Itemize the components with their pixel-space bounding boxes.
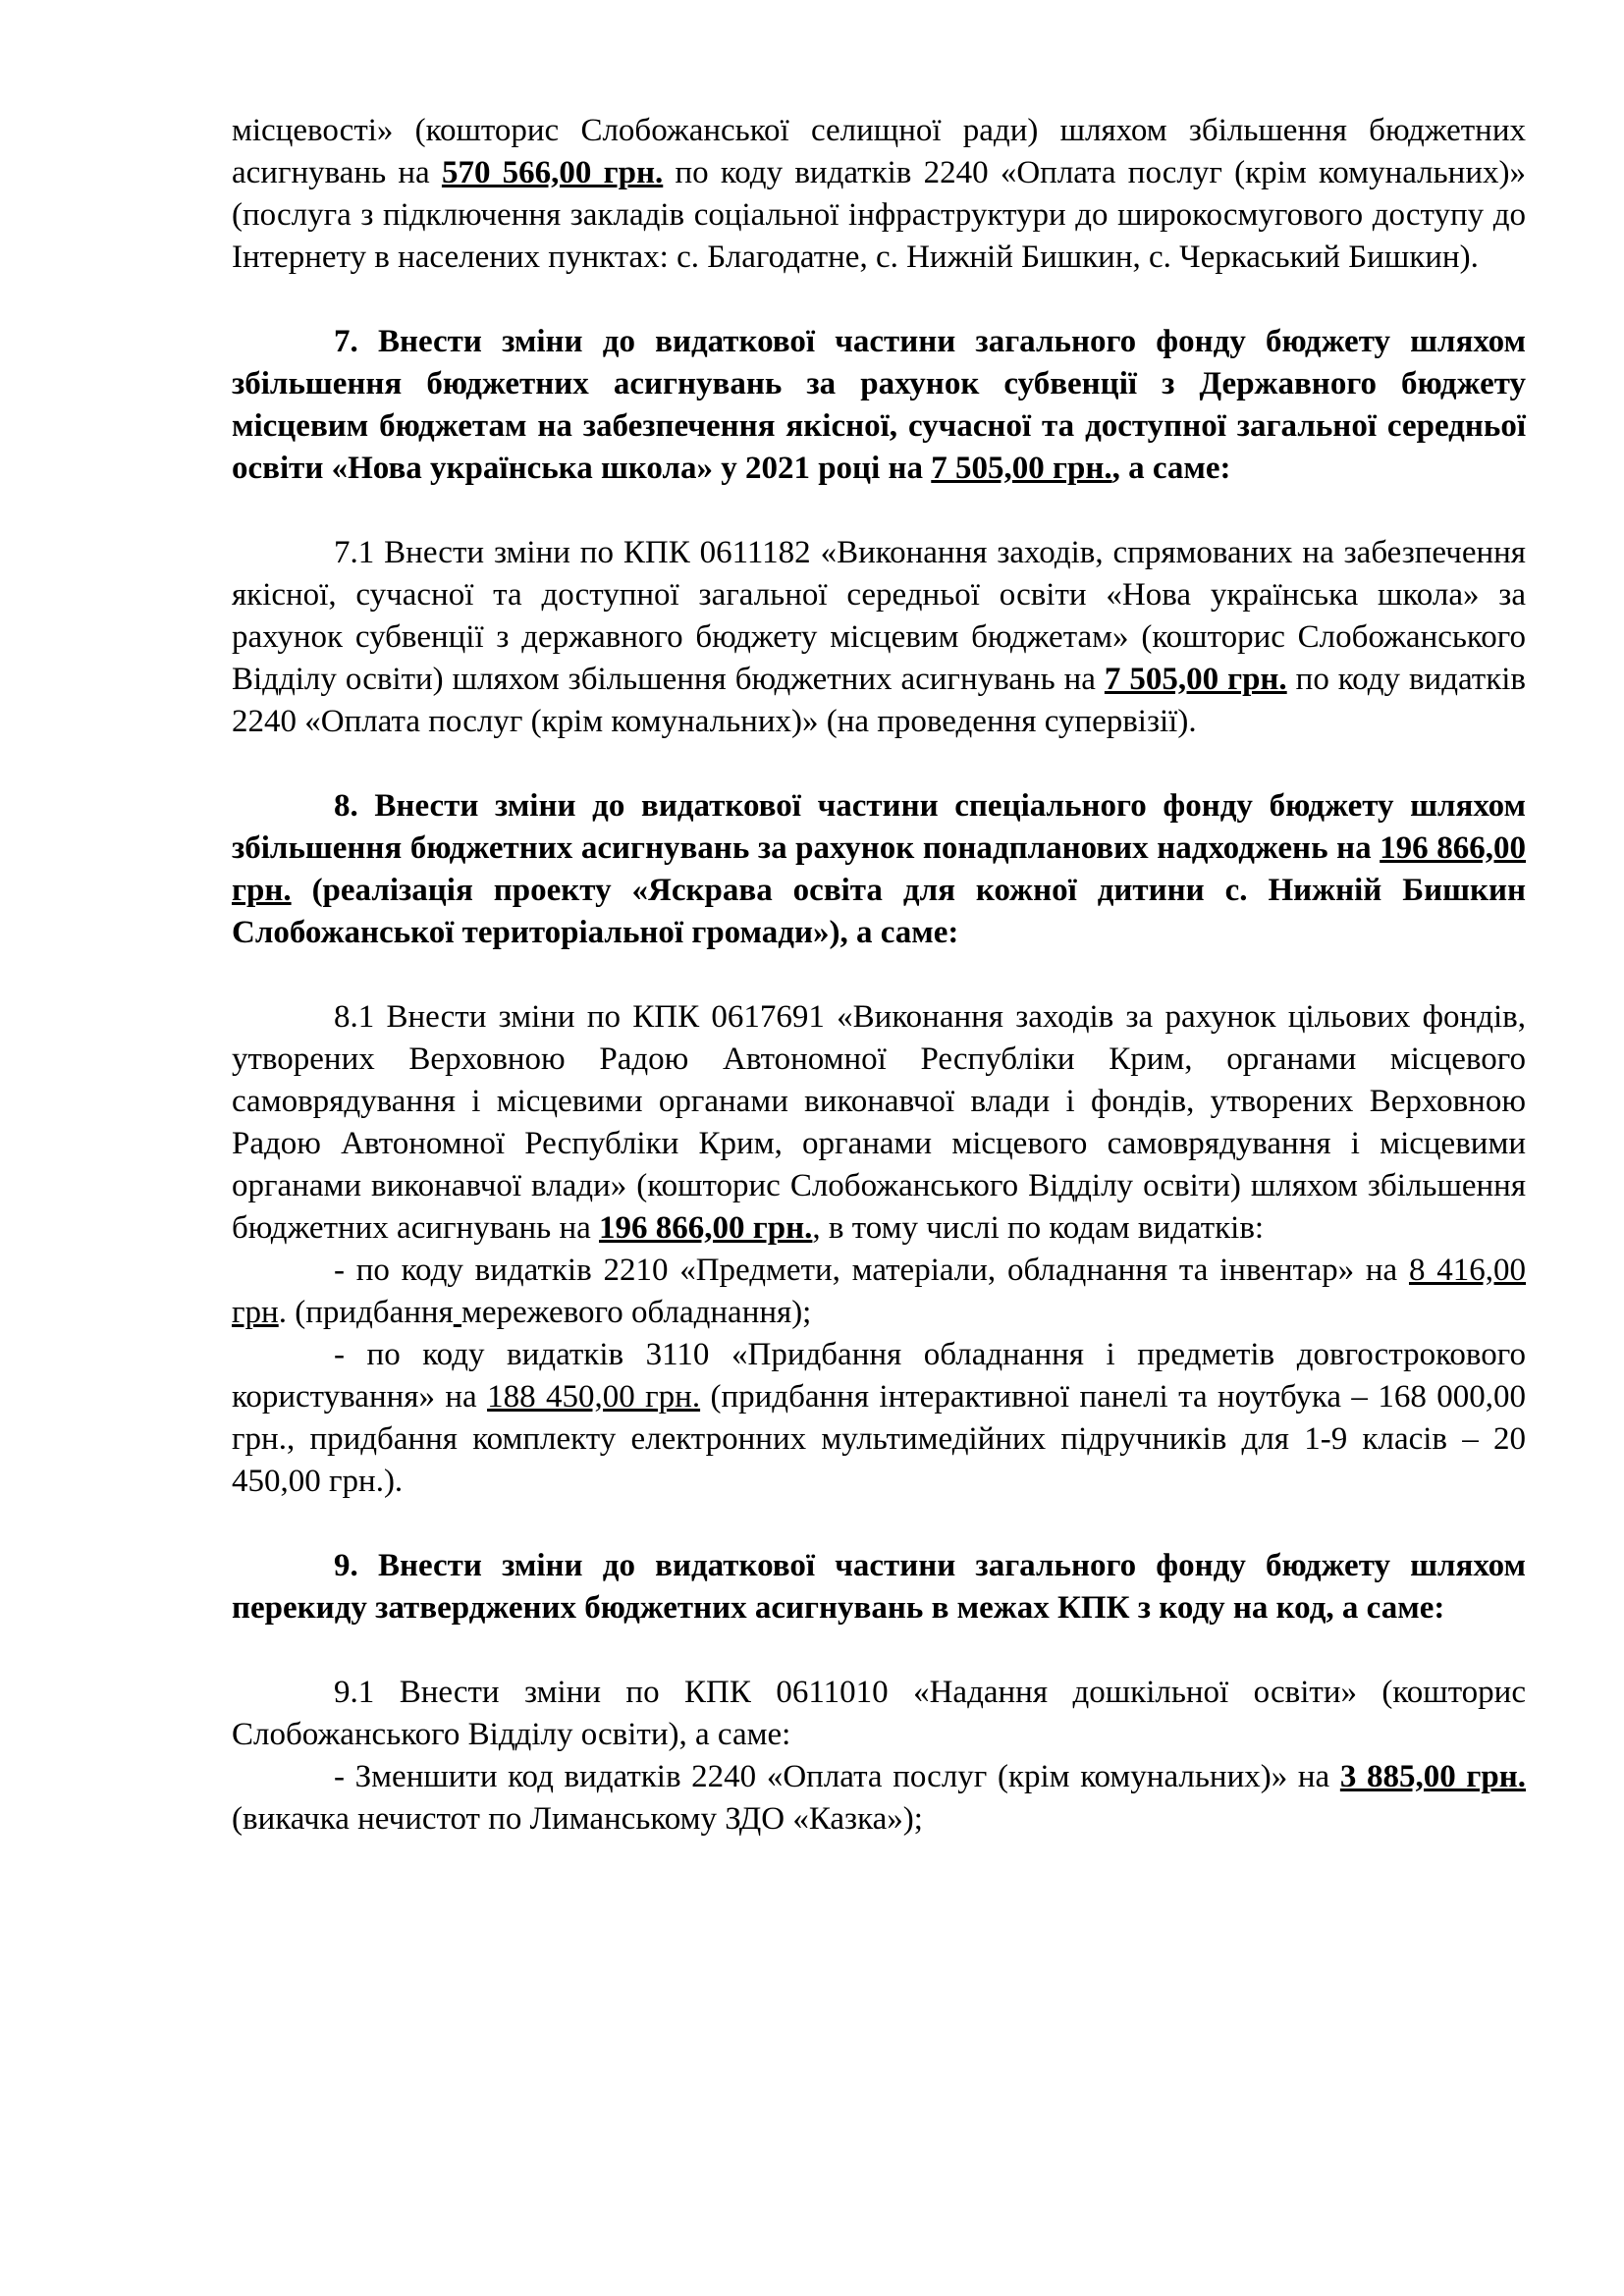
amount: 196 866,00 грн.	[232, 830, 1526, 908]
paragraph-continuation: місцевості» (кошторис Слобожанської селищної ради) шляхом збільшення бюджетних асигнувань на 570 566,00 грн. по коду видатків 2240 «Оплата послуг (крім комунальних)» (послуга з підключення закладів соціальної інфраструктури до широкосмугового доступу до Інтернету в населених пунктах: с. Благодатне, с. Нижній Бишкин, с. Черкаський Бишкин).	[232, 113, 1526, 275]
document-page	[232, 110, 1526, 1841]
amount: 570 566,00 грн.	[441, 155, 664, 190]
section-9-1-paragraph: 9.1 Внести зміни по КПК 0611010 «Надання дошкільної освіти» (кошторис Слобожанського Відділу освіти), а саме:	[232, 1675, 1526, 1752]
amount: 8 416,00 грн	[232, 1253, 1527, 1330]
list-item: - Зменшити код видатків 2240 «Оплата послуг (крім комунальних)» на 3 885,00 грн. (викачка нечистот по Лиманському ЗДО «Казка»);	[232, 1759, 1526, 1837]
list-item: - по коду видатків 2210 «Предмети, матеріали, обладнання та інвентар» на 8 416,00 грн. (придбання мережевого обладнання);	[232, 1253, 1527, 1330]
amount: 188 450,00 грн.	[487, 1379, 701, 1415]
section-7-1-paragraph: 7.1 Внести зміни по КПК 0611182 «Виконання заходів, спрямованих на забезпечення якісної, сучасної та доступної загальної середньої освіти «Нова українська школа» за рахунок субвенції з державного бюджету місцевим бюджетам» (кошторис Слобожанського Відділу освіти) шляхом збільшення бюджетних асигнувань на 7 505,00 грн. по коду видатків 2240 «Оплата послуг (крім комунальних)» (на проведення супервізії).	[232, 535, 1526, 739]
section-8-1-paragraph: 8.1 Внести зміни по КПК 0617691 «Виконання заходів за рахунок цільових фондів, утворених Верховною Радою Автономної Республіки Крим, органами місцевого самоврядування і місцевими органами виконавчої влади і фондів, утворених Верховною Радою Автономної Республіки Крим, органами місцевого самоврядування і місцевими органами виконавчої влади» (кошторис Слобожанського Відділу освіти) шляхом збільшення бюджетних асигнувань на 196 866,00 грн., в тому числі по кодам видатків:	[232, 999, 1526, 1246]
amount: 7 505,00 грн.	[1104, 662, 1287, 697]
section-9-heading: 9. Внести зміни до видаткової частини загального фонду бюджету шляхом перекиду затверджених бюджетних асигнувань в межах КПК з коду на код, а саме:	[232, 1548, 1526, 1626]
amount: 196 866,00 грн.	[599, 1210, 813, 1246]
section-8-heading: 8. Внести зміни до видаткової частини спеціального фонду бюджету шляхом збільшення бюджетних асигнувань за рахунок понадпланових надходжень на 196 866,00 грн. (реалізація проекту «Яскрава освіта для кожної дитини с. Нижній Бишкин Слобожанської територіальної громади»), а саме:	[232, 788, 1526, 950]
amount: 3 885,00 грн.	[1339, 1759, 1526, 1794]
list-item: - по коду видатків 3110 «Придбання обладнання і предметів довгострокового користування» на 188 450,00 грн. (придбання інтерактивної панелі та ноутбука – 168 000,00 грн., придбання комплекту електронних мультимедійних підручників для 1-9 класів – 20 450,00 грн.).	[232, 1337, 1526, 1499]
section-7-heading: 7. Внести зміни до видаткової частини загального фонду бюджету шляхом збільшення бюджетних асигнувань за рахунок субвенції з Державного бюджету місцевим бюджетам на забезпечення якісної, сучасної та доступної загальної середньої освіти «Нова українська школа» у 2021 році на 7 505,00 грн., а саме:	[232, 324, 1526, 486]
amount: 7 505,00 грн.	[931, 451, 1112, 486]
